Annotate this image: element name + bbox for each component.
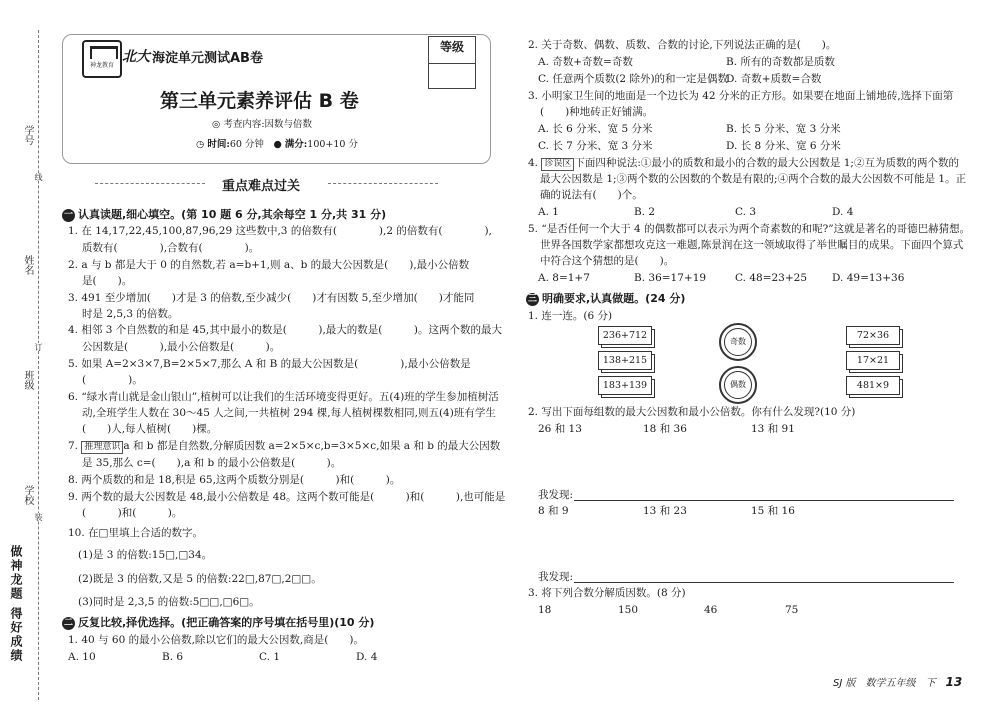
s2-q4-opt-d: D. 4: [832, 206, 854, 218]
s2-q1-opt-c: C. 1: [259, 651, 281, 663]
s2-q5-opt-a: A. 8=1+7: [538, 272, 590, 284]
brand-script: 北大: [122, 49, 150, 65]
score-icon: ●: [273, 139, 285, 150]
s1-q6-line2: 动,全班学生人数在 30～45 人之间,一共植树 294 棵,每人植树棵数相同,则五(4)班有学生: [82, 407, 496, 419]
s1-q10-1: (1)是 3 的倍数:15□,□34。: [78, 549, 213, 561]
s2-q3-opt-a: A. 长 6 分米、宽 5 分米: [538, 123, 653, 135]
s1-q10: 10. 在□里填上合适的数字。: [68, 527, 203, 539]
s3-q2: 2. 写出下面每组数的最大公因数和最小公倍数。你有什么发现?(10 分): [528, 406, 856, 418]
logo-text: 神龙教育: [89, 62, 114, 69]
s1-q6-line1: 6. “绿水青山就是金山银山”,植树可以让我们的生活环境变得更好。五(4)班的学生参加植树活: [68, 391, 499, 403]
s1-q5-line2: ( )。: [82, 374, 143, 386]
s1-q4-line2: 公因数是( ),最小公倍数是( )。: [82, 341, 281, 353]
s1-q10-3: (3)同时是 2,3,5 的倍数:5□□,□6□。: [78, 596, 260, 608]
section2-heading: 二 反复比较,择优选择。(把正确答案的序号填在括号里)(10 分): [63, 616, 375, 629]
s2-q3-line2: ( )种地砖正好铺满。: [540, 106, 654, 118]
s2-q1-opt-b: B. 6: [162, 651, 184, 663]
banner-rule-right: [328, 183, 438, 184]
logo-gate-shape: [90, 46, 118, 59]
class-label: 班级: [22, 370, 33, 390]
grade-input[interactable]: [428, 62, 476, 89]
s1-q8: 8. 两个质数的和是 18,积是 65,这两个质数分别是( )和( )。: [68, 474, 401, 486]
s1-q1-line2: 质数有( ),合数有( )。: [82, 242, 260, 254]
s1-q7-line1: 7. 推理意识 a 和 b 都是自然数,分解质因数 a=2×5×c,b=3×5×c,如果 a 和 b 的最大公因数: [68, 440, 501, 452]
subject: 数学五年级: [865, 678, 916, 689]
odd-circle[interactable]: [719, 323, 757, 361]
s2-q3-opt-b: B. 长 5 分米、宽 3 分米: [726, 123, 841, 135]
s1-q2-line2: 是( )。: [82, 275, 133, 287]
finding-label-1: 我发现:: [538, 489, 574, 501]
section3-number: 三: [527, 294, 537, 304]
student-id-label: 学号: [22, 125, 33, 145]
s1-q5-line1: 5. 如果 A=2×3×7,B=2×5×7,那么 A 和 B 的最大公因数是( ),最小公倍数是: [68, 358, 471, 370]
s1-q9-line1: 9. 两个数的最大公因数是 48,最小公倍数是 48。这两个数可能是( )和( ),也可能是: [68, 491, 506, 503]
s2-q4-opt-a: A. 1: [538, 206, 559, 218]
group2-pair-3: 15 和 16: [751, 505, 795, 517]
s2-q5-line3: 中符合这个猜想的是( )。: [540, 255, 675, 267]
s3-q3: 3. 将下列合数分解质因数。(8 分): [528, 587, 686, 599]
s1-q1-line1: 1. 在 14,17,22,45,100,87,96,29 这些数中,3 的倍数有( ),2 的倍数有( ),: [68, 225, 492, 237]
banner-rule-left: [95, 183, 205, 184]
section1-number: 一: [63, 210, 73, 220]
composite-num-4: 75: [785, 604, 799, 616]
s2-q5-opt-b: B. 36=17+19: [634, 272, 707, 284]
s1-q9-line2: ( )和( )。: [82, 507, 183, 519]
page-title: 第三单元素养评估 B 卷: [160, 90, 359, 112]
volume: 下: [925, 678, 936, 689]
reasoning-tag: 推理意识: [81, 441, 123, 454]
s2-q3-opt-d: D. 长 8 分米、宽 6 分米: [726, 140, 841, 152]
series-title: 海淀单元测试AB卷: [152, 51, 263, 66]
s2-q2-opt-c: C. 任意两个质数(2 除外)的和一定是偶数: [538, 73, 729, 85]
composite-num-3: 46: [704, 604, 718, 616]
s1-q3-line1: 3. 491 至少增加( )才是 3 的倍数,至少减少( )才有因数 5,至少增加( )才能同: [68, 292, 475, 304]
finding-label-2: 我发现:: [538, 571, 574, 583]
section2-number: 二: [63, 618, 73, 628]
s2-q2-opt-a: A. 奇数+奇数=奇数: [538, 56, 633, 68]
cut-mark-3: 装: [34, 513, 43, 521]
grade-label: 等级: [439, 40, 464, 54]
page-number: 13: [945, 675, 963, 689]
s2-q1-opt-d: D. 4: [356, 651, 378, 663]
finding-line-1[interactable]: [574, 500, 954, 501]
s2-q5-opt-d: D. 49=13+36: [832, 272, 905, 284]
cut-mark-1: 线: [34, 173, 43, 181]
s2-q4-line2: 最大公因数是 1;③两个数的公因数的个数是有限的;④两个合数的最大公因数不可能是 1。正: [540, 173, 967, 185]
name-label: 姓名: [22, 255, 33, 275]
right-expr-box-2[interactable]: 17×21: [846, 351, 900, 370]
finding-line-2[interactable]: [574, 582, 954, 583]
slogan: 做神龙题 得好成绩: [9, 545, 23, 664]
s1-q4-line1: 4. 相邻 3 个自然数的和是 45,其中最小的数是( ),最大的数是( )。这两个数的最大: [68, 324, 502, 336]
grade-box: [428, 36, 476, 64]
left-expr-box-3[interactable]: 183+139: [598, 376, 652, 395]
time-score-line: ◷ 时间:60 分钟 ● 满分:100+10 分: [196, 139, 358, 150]
s3-q1: 1. 连一连。(6 分): [528, 310, 613, 322]
content-icon: ◎: [212, 119, 224, 130]
section3-heading: 三 明确要求,认真做题。(24 分): [527, 292, 686, 305]
s2-q5-opt-c: C. 48=23+25: [735, 272, 808, 284]
left-expr-box-2[interactable]: 138+215: [598, 351, 652, 370]
s1-q10-2: (2)既是 3 的倍数,又是 5 的倍数:22□,87□,2□□。: [78, 573, 322, 585]
section1-heading: 一 认真读题,细心填空。(第 10 题 6 分,其余每空 1 分,共 31 分): [63, 208, 387, 221]
banner-title: 重点难点过关: [222, 179, 301, 194]
composite-num-1: 18: [538, 604, 552, 616]
s2-q5-line1: 5. “是否任何一个大于 4 的偶数都可以表示为两个奇素数的和呢?”这就是著名的哥德巴赫猜想。: [528, 223, 971, 235]
right-expr-box-3[interactable]: 481×9: [846, 376, 900, 395]
group1-pair-1: 26 和 13: [538, 423, 582, 435]
odd-label: 奇数: [724, 328, 752, 356]
s2-q4-line3: 确的说法有( )个。: [540, 189, 643, 201]
edition: SJ 版: [833, 678, 856, 689]
misconception-tag: 诊误区: [541, 158, 574, 171]
group1-pair-2: 18 和 36: [643, 423, 687, 435]
s2-q3-line1: 3. 小明家卫生间的地面是一个边长为 42 分米的正方形。如果要在地面上铺地砖,选择下面第: [528, 90, 954, 102]
composite-num-2: 150: [618, 604, 639, 616]
left-expr-box-1[interactable]: 236+712: [598, 326, 652, 345]
logo-icon: [82, 40, 122, 78]
right-expr-box-1[interactable]: 72×36: [846, 326, 900, 345]
cut-mark-2: 订: [34, 343, 43, 351]
even-circle[interactable]: [719, 366, 757, 404]
school-label: 学校: [22, 485, 33, 505]
s2-q4-opt-b: B. 2: [634, 206, 656, 218]
s2-q5-line2: 世界各国数学家都想攻克这一难题,陈景润在这一领域取得了举世瞩目的成果。下面四个算式: [540, 239, 964, 251]
s1-q2-line1: 2. a 与 b 都是大于 0 的自然数,若 a=b+1,则 a、b 的最大公因数是( ),最小公倍数: [68, 259, 470, 271]
s2-q3-opt-c: C. 长 7 分米、宽 3 分米: [538, 140, 653, 152]
footer: [833, 674, 962, 689]
s1-q3-line2: 时是 2,5,3 的倍数。: [82, 308, 179, 320]
group1-pair-3: 13 和 91: [751, 423, 795, 435]
s2-q4-line1: 4. 诊误区 下面四种说法:①最小的质数和最小的合数的最大公因数是 1;②互为质数的两个数的: [528, 157, 959, 169]
s2-q4-opt-c: C. 3: [735, 206, 757, 218]
group2-pair-1: 8 和 9: [538, 505, 569, 517]
s2-q1: 1. 40 与 60 的最小公倍数,除以它们的最大公因数,商是( )。: [68, 634, 364, 646]
even-label: 偶数: [724, 371, 752, 399]
s1-q6-line3: ( )人,每人植树( )棵。: [82, 423, 218, 435]
s2-q2: 2. 关于奇数、偶数、质数、合数的讨论,下列说法正确的是( )。: [528, 39, 837, 51]
binding-line: [38, 30, 39, 700]
s2-q1-opt-a: A. 10: [68, 651, 96, 663]
group2-pair-2: 13 和 23: [643, 505, 687, 517]
s2-q2-opt-d: D. 奇数+质数=合数: [726, 73, 822, 85]
s1-q7-line2: 是 35,那么 c=( ),a 和 b 的最小公倍数是( )。: [82, 457, 342, 469]
clock-icon: ◷: [196, 139, 208, 150]
s2-q2-opt-b: B. 所有的奇数都是质数: [726, 56, 835, 68]
content-line: ◎ 考查内容:因数与倍数: [212, 119, 313, 130]
